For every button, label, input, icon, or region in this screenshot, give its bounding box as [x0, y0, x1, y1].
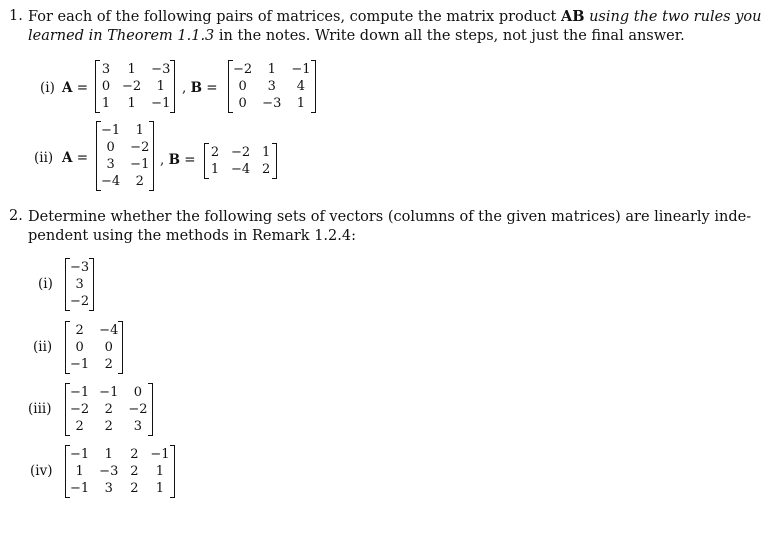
matrix-cell: −3 [99, 464, 119, 479]
matrix-cell: −3 [151, 62, 171, 77]
matrix-cell: −1 [70, 385, 90, 400]
matrix-cell: −1 [70, 357, 90, 372]
matrix-cell: −1 [101, 123, 121, 138]
q2-part-i-matrix [65, 258, 94, 311]
matrix-cell: 4 [296, 79, 306, 94]
matrix-bracket-right [170, 60, 175, 113]
matrix-cell: 2 [104, 419, 113, 434]
matrix-cell: −1 [291, 62, 311, 77]
matrix-cell: −4 [99, 323, 119, 338]
matrix-cell: −1 [70, 447, 90, 462]
matrix-cell: 1 [75, 464, 84, 479]
question-1-number: 1. [9, 8, 23, 24]
matrix-bracket-left [95, 60, 100, 113]
matrix-bracket-right [272, 143, 277, 179]
matrix-cell: −1 [151, 96, 171, 111]
matrix-bracket-right [311, 60, 316, 113]
matrix-cell: 3 [75, 277, 84, 292]
q1-part-i-matrix-b [228, 60, 316, 113]
matrix-cell: 3 [133, 419, 143, 434]
matrix-cell: 1 [127, 96, 136, 111]
matrix-cell: 1 [155, 464, 165, 479]
matrix-cell: 1 [267, 62, 276, 77]
question-2-text-line-1: Determine whether the following sets of vectors (columns of the given matrices) are linearly inde- [28, 209, 752, 225]
question-1-text-line-1: For each of the following pairs of matrices, compute the matrix product AB using the two rules you [28, 8, 761, 25]
matrix-bracket-right [118, 321, 123, 374]
matrix-cell: 0 [238, 96, 247, 111]
q1-part-i-b-eq: , B = [182, 80, 218, 96]
q1-part-ii-b-eq: , B = [160, 152, 196, 168]
matrix-cell: 1 [155, 481, 165, 496]
matrix-cell: 2 [135, 174, 144, 189]
matrix-cell: −2 [128, 402, 148, 417]
matrix-cell: 2 [130, 447, 139, 462]
q1-part-i-a-eq: A = [62, 80, 89, 96]
matrix-cell: 3 [101, 62, 111, 77]
matrix-bracket-left [65, 445, 70, 498]
matrix-cell: 0 [133, 385, 143, 400]
question-2-number: 2. [9, 208, 23, 224]
q1-part-ii-a-eq: A = [62, 150, 89, 166]
matrix-cell: 0 [101, 79, 111, 94]
matrix-cell: −2 [122, 79, 142, 94]
matrix-cell: 0 [104, 340, 113, 355]
matrix-cell: 1 [262, 145, 271, 160]
matrix-cell: −3 [262, 96, 282, 111]
matrix-cell: 1 [104, 447, 113, 462]
question-1-text-line-2: learned in Theorem 1.1.3 in the notes. Write down all the steps, not just the final answer. [28, 28, 685, 44]
matrix-cell: 2 [75, 323, 84, 338]
matrix-bracket-right [89, 258, 94, 311]
q2-part-iv-label: (iv) [30, 463, 53, 479]
matrix-cell: 2 [75, 419, 84, 434]
matrix-cell: 1 [135, 123, 144, 138]
matrix-cell: −3 [70, 260, 90, 275]
question-2-text-line-2: pendent using the methods in Remark 1.2.4: [28, 228, 356, 244]
q2-part-ii-matrix [65, 321, 123, 374]
q1-part-i-matrix-a [95, 60, 175, 113]
matrix-cell: −1 [70, 481, 90, 496]
q2-part-iv-matrix [65, 445, 175, 498]
matrix-cell: 3 [104, 481, 113, 496]
q2-part-iii-matrix [65, 383, 153, 436]
matrix-cell: 1 [101, 96, 111, 111]
matrix-bracket-right [148, 383, 153, 436]
matrix-cell: −1 [99, 385, 119, 400]
matrix-cell: −2 [231, 145, 251, 160]
matrix-cell: 1 [156, 79, 165, 94]
matrix-bracket-left [65, 321, 70, 374]
q2-part-i-label: (i) [38, 276, 53, 292]
q1-part-ii-matrix-a [96, 121, 154, 191]
matrix-cell: −2 [70, 294, 90, 309]
matrix-cell: −2 [130, 140, 150, 155]
matrix-cell: −4 [231, 162, 251, 177]
matrix-cell: 1 [296, 96, 306, 111]
matrix-bracket-right [170, 445, 175, 498]
matrix-cell: −2 [233, 62, 253, 77]
q2-part-iii-label: (iii) [28, 401, 52, 417]
matrix-bracket-left [204, 143, 209, 179]
matrix-bracket-left [65, 258, 70, 311]
matrix-bracket-left [65, 383, 70, 436]
matrix-bracket-left [228, 60, 233, 113]
matrix-cell: 2 [130, 464, 139, 479]
matrix-bracket-left [96, 121, 101, 191]
matrix-cell: 0 [75, 340, 84, 355]
matrix-cell: 1 [210, 162, 220, 177]
matrix-bracket-right [149, 121, 154, 191]
q1-part-i-label: (i) [40, 80, 55, 96]
q2-part-ii-label: (ii) [33, 339, 53, 355]
matrix-cell: −4 [101, 174, 121, 189]
matrix-cell: 2 [210, 145, 220, 160]
q1-part-ii-matrix-b [204, 143, 277, 179]
matrix-cell: 1 [127, 62, 136, 77]
matrix-cell: 0 [238, 79, 247, 94]
matrix-cell: 0 [106, 140, 115, 155]
matrix-cell: 3 [106, 157, 115, 172]
matrix-cell: 2 [130, 481, 139, 496]
matrix-cell: −1 [150, 447, 170, 462]
matrix-cell: −1 [130, 157, 150, 172]
matrix-cell: 2 [262, 162, 271, 177]
matrix-cell: 2 [104, 357, 113, 372]
matrix-cell: −2 [70, 402, 90, 417]
matrix-cell: 2 [104, 402, 113, 417]
matrix-cell: 3 [267, 79, 276, 94]
q1-part-ii-label: (ii) [34, 150, 54, 166]
